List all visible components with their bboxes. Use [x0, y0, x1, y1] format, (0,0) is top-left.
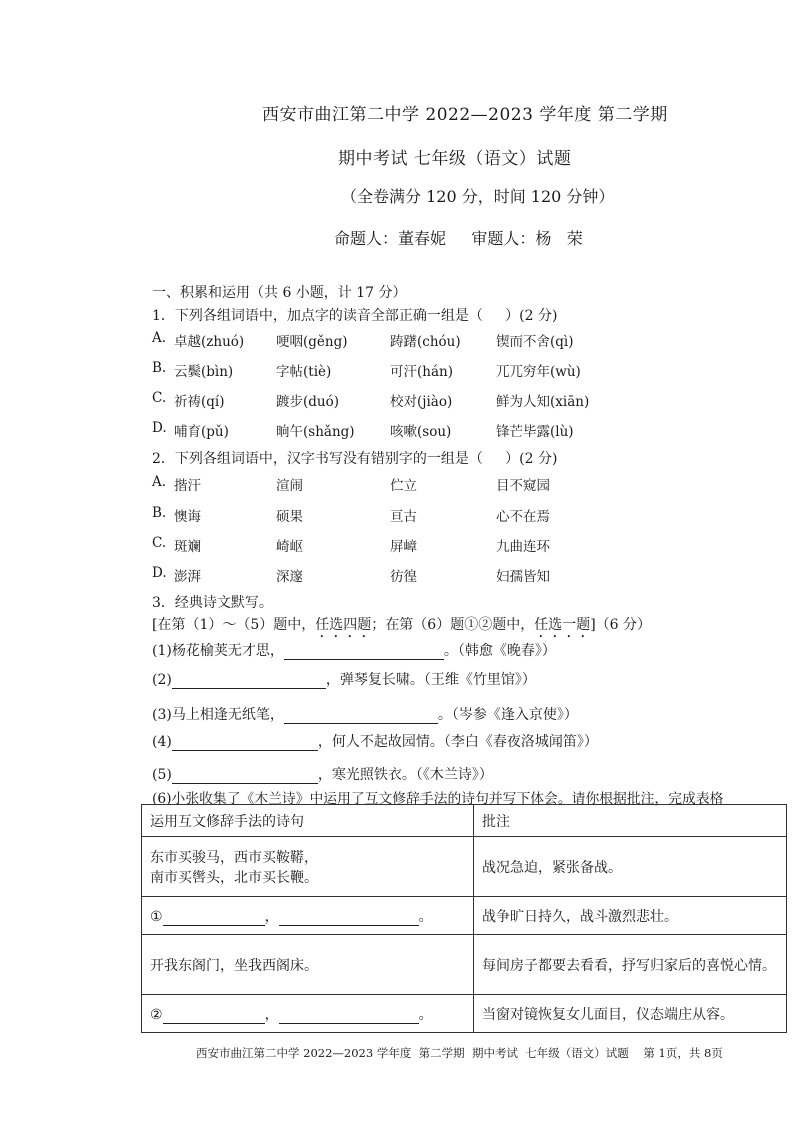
option-word: 亘古	[390, 509, 417, 525]
poem-line: 东市买骏马，西市买鞍鞯，	[150, 849, 318, 866]
option-word: 鲜为人知(xiān)	[496, 394, 590, 410]
question-1-stem: 1．下列各组词语中，加点字的读音全部正确一组是（ ）(2 分)	[152, 308, 558, 324]
recitation-line-2	[152, 669, 536, 689]
answer-blank[interactable]	[284, 645, 444, 660]
option-word: 哽咽(gěng)	[276, 334, 348, 350]
recitation-line-5	[152, 764, 493, 784]
line-text: (4)	[152, 734, 172, 750]
option-word: 心不在焉	[496, 509, 550, 525]
option-word: 彷徨	[390, 569, 417, 585]
table-cell-answer	[142, 897, 474, 935]
option-word: 渲闹	[276, 478, 303, 494]
separator: ，	[264, 908, 279, 925]
option-word: 哺育(pǔ)	[174, 424, 229, 440]
option-word: 锋芒毕露(lù)	[496, 424, 574, 440]
recitation-line-6: (6)小张收集了《木兰诗》中运用了互文修辞手法的诗句并写下体会。请你根据批注，完成表格	[152, 791, 724, 807]
option-label: D.	[152, 565, 167, 581]
option-word: 晌午(shǎng)	[276, 424, 355, 440]
option-label: B.	[152, 360, 167, 376]
option-word: 踌躇(chóu)	[390, 334, 461, 350]
option-word: 祈祷(qí)	[174, 394, 225, 410]
table-header-note: 批注	[474, 805, 787, 837]
line-text: ，何人不起故园情。（李白《春夜洛城闻笛》）	[317, 734, 598, 750]
option-word: 硕果	[276, 509, 303, 525]
option-word: 目不窥园	[496, 478, 550, 494]
recitation-line-3	[152, 704, 578, 724]
option-word: 可汗(hán)	[390, 364, 453, 380]
line-text: ，寒光照铁衣。（《木兰诗》）	[317, 767, 493, 783]
instruction-emphasis: 任选四题	[315, 617, 372, 633]
line-text: 。（韩愈《晚春》）	[443, 643, 556, 659]
option-word: 卓越(zhuó)	[174, 334, 245, 350]
line-text: ，弹琴复长啸。（王维《竹里馆》）	[325, 672, 536, 688]
table-header-poem: 运用互文修辞手法的诗句	[142, 805, 474, 837]
separator: 。	[418, 1006, 433, 1023]
separator: ，	[264, 1006, 279, 1023]
instruction-part: [在第（1）～（5）题中，	[152, 617, 316, 633]
option-word: 懊诲	[174, 509, 201, 525]
answer-mark: ②	[150, 1006, 163, 1023]
answer-blank[interactable]	[163, 1009, 265, 1024]
option-word: 咳嗽(sou)	[390, 424, 452, 440]
answer-blank[interactable]	[172, 736, 318, 751]
option-label: B.	[152, 505, 167, 521]
question-3-instruction	[152, 614, 651, 641]
option-word: 九曲连环	[496, 539, 550, 555]
table-cell-note: 当窗对镜恢复女儿面目，仪态端庄从容。	[474, 995, 787, 1033]
instruction-part: ]（6 分）	[590, 617, 652, 633]
table-cell-poem: 开我东阁门，坐我西阁床。	[142, 935, 474, 995]
line-text: (2)	[152, 672, 172, 688]
option-word: 崎岖	[276, 539, 303, 555]
instruction-emphasis: 任选一题	[534, 617, 591, 633]
option-word: 澎湃	[174, 569, 201, 585]
section-heading: 一、积累和运用（共 6 小题，计 17 分）	[152, 285, 407, 301]
option-word: 揩汗	[174, 478, 201, 494]
instruction-part: ；在第（6）题①②题中，	[371, 617, 535, 633]
page-footer: 西安市曲江第二中学 2022—2023 学年度 第二学期 期中考试 七年级（语文）试题 第 1页，共 8页	[196, 1046, 723, 1060]
line-text: (3)马上相逢无纸笔，	[152, 707, 284, 723]
recitation-line-4	[152, 731, 598, 751]
option-word: 妇孺皆知	[496, 569, 550, 585]
answer-blank[interactable]	[279, 911, 419, 926]
option-word: 云鬓(bìn)	[174, 364, 234, 380]
exam-authors: 命题人：董春妮 审题人：杨 荣	[334, 229, 583, 248]
answer-blank[interactable]	[279, 1009, 419, 1024]
exam-title-line1: 西安市曲江第二中学 2022—2023 学年度 第二学期	[262, 105, 668, 125]
option-label: C.	[152, 535, 167, 551]
question-2-stem: 2．下列各组词语中，汉字书写没有错别字的一组是（ ）(2 分)	[152, 451, 558, 467]
line-text: (5)	[152, 767, 172, 783]
option-word: 踱步(duó)	[276, 394, 339, 410]
table-cell-note: 每间房子都要去看看，抒写归家后的喜悦心情。	[474, 935, 787, 995]
option-label: A.	[152, 474, 167, 490]
question-3-stem: 3．经典诗文默写。	[152, 595, 273, 611]
table-cell-answer	[142, 995, 474, 1033]
answer-blank[interactable]	[284, 709, 438, 724]
answer-blank[interactable]	[172, 769, 318, 784]
option-label: C.	[152, 390, 167, 406]
option-word: 字帖(tiè)	[276, 364, 332, 380]
line-text: 。（岑参《逢入京使》）	[437, 707, 578, 723]
exam-score-time: （全卷满分 120 分，时间 120 分钟）	[341, 187, 615, 206]
option-word: 屏嶂	[390, 539, 417, 555]
separator: 。	[418, 908, 433, 925]
exam-title-line2: 期中考试 七年级（语文）试题	[338, 149, 572, 169]
table-cell-note: 战争旷日持久，战斗激烈悲壮。	[474, 897, 787, 935]
option-word: 锲而不舍(qì)	[496, 334, 574, 350]
poem-line: 南市买辔头，北市买长鞭。	[150, 869, 318, 886]
table-cell-note: 战况急迫，紧张备战。	[474, 837, 787, 897]
recitation-line-1	[152, 640, 556, 660]
option-word: 校对(jiào)	[390, 394, 453, 410]
answer-mark: ①	[150, 908, 163, 925]
option-word: 兀兀穷年(wù)	[496, 364, 581, 380]
table-cell-poem	[142, 837, 474, 897]
option-word: 斑斓	[174, 539, 201, 555]
answer-blank[interactable]	[172, 674, 326, 689]
mulan-poem-table	[141, 804, 787, 1033]
option-word: 深邃	[276, 569, 303, 585]
line-text: (1)杨花榆荚无才思，	[152, 643, 284, 659]
answer-blank[interactable]	[163, 911, 265, 926]
option-label: D.	[152, 420, 167, 436]
option-label: A.	[152, 330, 167, 346]
option-word: 伫立	[390, 478, 417, 494]
